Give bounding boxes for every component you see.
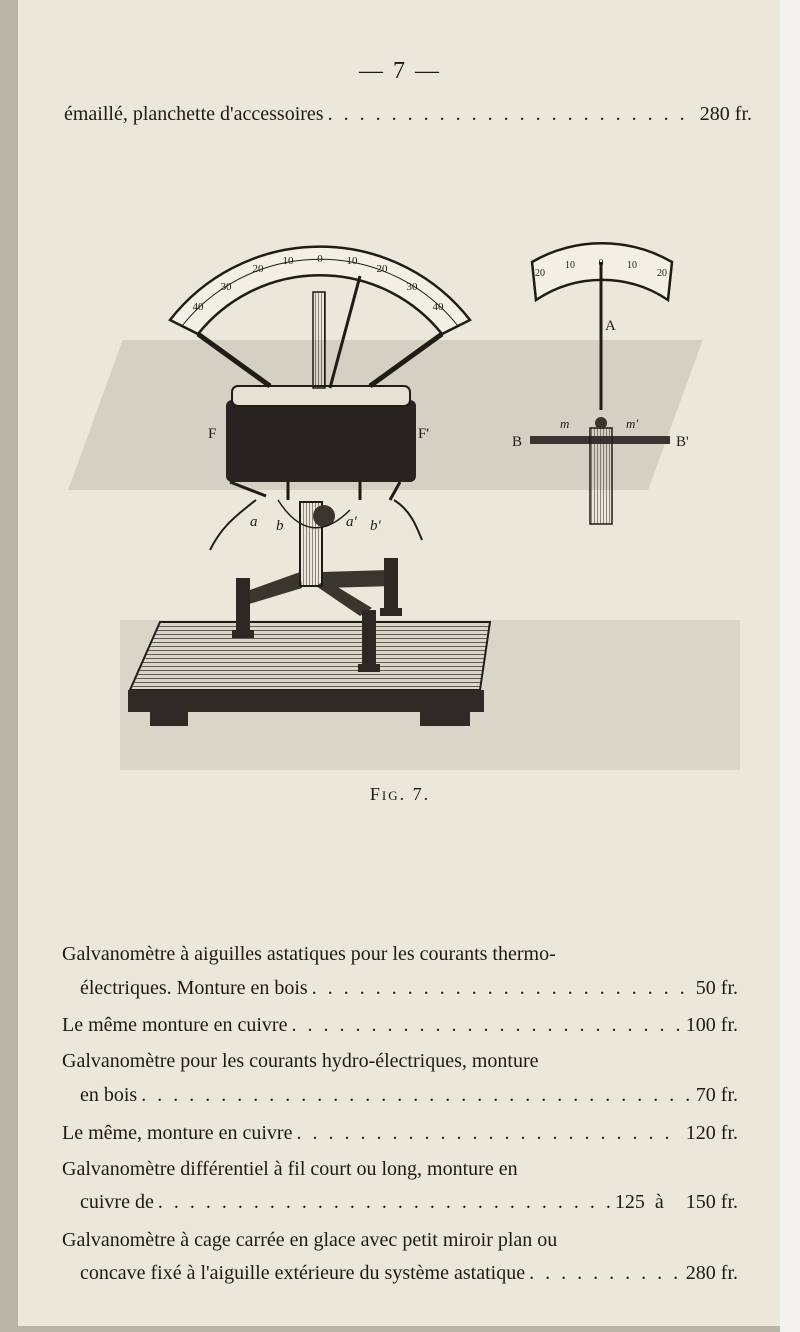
left-scale-label: 10 xyxy=(282,255,294,267)
page-edge xyxy=(780,0,800,1332)
catalog-text: Le même, monture en cuivre xyxy=(62,1122,293,1144)
catalog-line xyxy=(62,1229,738,1257)
right-scale-label: 10 xyxy=(565,260,575,271)
catalog-line xyxy=(62,1122,738,1150)
figure-caption: Fig. 7. xyxy=(369,784,431,804)
catalog-text: Galvanomètre pour les courants hydro-électriques, monture xyxy=(62,1050,539,1072)
left-scale-label: 30 xyxy=(220,281,232,293)
leader-dots xyxy=(291,1014,681,1037)
top-line-price: 280 fr. xyxy=(699,103,752,125)
label-b-prime: b' xyxy=(370,518,381,534)
catalog-line xyxy=(80,1191,738,1219)
top-line-text: émaillé, planchette d'accessoires xyxy=(64,103,324,125)
price-to: 150 fr. xyxy=(685,1191,738,1213)
price-from: 125 xyxy=(614,1191,645,1213)
leader-dots xyxy=(328,103,696,126)
catalog-price: 120 fr. xyxy=(685,1122,738,1144)
catalog-text: électriques. Monture en bois xyxy=(80,977,308,999)
right-scale-label: 10 xyxy=(627,260,637,271)
page-number: — 7 — xyxy=(359,58,441,84)
price-separator: à xyxy=(654,1191,664,1213)
left-scale-label: 40 xyxy=(432,301,444,313)
label-a: a xyxy=(250,514,258,530)
label-F-prime: F' xyxy=(418,426,430,442)
catalog-text: Galvanomètre différentiel à fil court ou long, monture en xyxy=(62,1158,518,1180)
label-b: b xyxy=(276,518,284,534)
leader-dots xyxy=(529,1262,682,1285)
catalog-price: 70 fr. xyxy=(695,1084,738,1106)
label-a-prime: a' xyxy=(346,514,357,530)
catalog-line xyxy=(80,977,738,1005)
left-scale-label: 10 xyxy=(346,255,358,267)
leader-dots xyxy=(312,977,692,1000)
leader-dots xyxy=(141,1084,692,1107)
label-B: B xyxy=(512,434,523,450)
catalog-line xyxy=(80,1084,738,1112)
right-scale-label: 0 xyxy=(598,258,604,269)
right-scale-label: 20 xyxy=(535,268,545,279)
catalog-line xyxy=(62,943,738,971)
left-scale-label: 20 xyxy=(376,263,388,275)
top-line xyxy=(64,103,752,131)
catalog-text: Le même monture en cuivre xyxy=(62,1014,288,1036)
left-scale-label: 40 xyxy=(192,301,204,313)
left-scale-label: 30 xyxy=(406,281,418,293)
left-scale-label: 0 xyxy=(317,253,323,265)
label-B-prime: B' xyxy=(676,434,689,450)
catalog-line xyxy=(62,1158,738,1186)
catalog-line xyxy=(62,1014,738,1042)
label-F: F xyxy=(208,426,217,442)
catalog-price: 50 fr. xyxy=(695,977,738,999)
catalog-text: Galvanomètre à cage carrée en glace avec petit miroir plan ou xyxy=(62,1229,558,1251)
catalog-text: concave fixé à l'aiguille extérieure du système astatique xyxy=(80,1262,526,1284)
label-m: m xyxy=(560,416,570,431)
catalog-price: 100 fr. xyxy=(685,1014,738,1036)
catalog-text: en bois xyxy=(80,1084,138,1106)
left-scale-label: 20 xyxy=(252,263,264,275)
base xyxy=(128,622,490,726)
label-m-prime: m' xyxy=(626,416,639,431)
label-A: A xyxy=(605,318,616,334)
catalog-text: cuivre de xyxy=(80,1191,154,1213)
catalog-line xyxy=(80,1262,738,1290)
catalog-price: 280 fr. xyxy=(685,1262,738,1284)
catalog-text: Galvanomètre à aiguilles astatiques pour les courants thermo- xyxy=(62,943,556,965)
right-scale-label: 20 xyxy=(657,268,667,279)
leader-dots xyxy=(296,1122,681,1145)
catalog-line xyxy=(62,1050,738,1078)
leader-dots xyxy=(158,1191,611,1214)
galvanometer-engraving xyxy=(60,210,740,770)
